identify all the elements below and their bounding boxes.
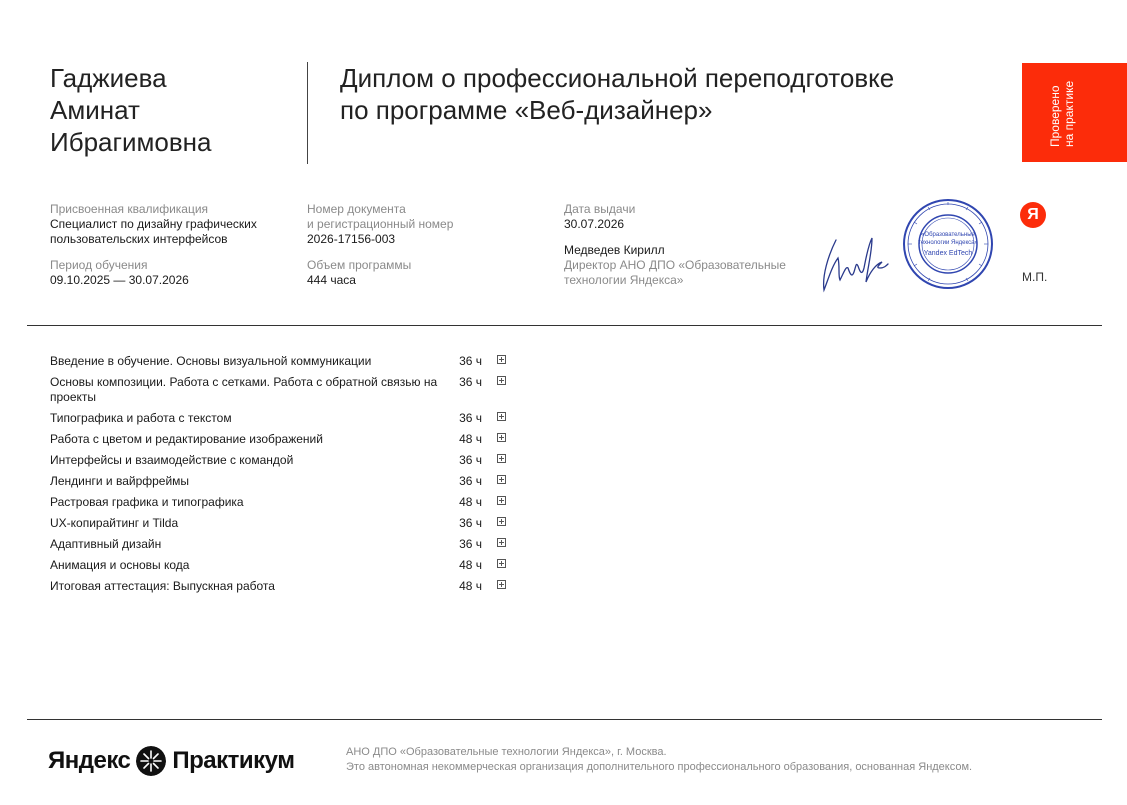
course-name: Типографика и работа с текстом [50, 411, 232, 425]
period-value: 09.10.2025 — 30.07.2026 [50, 273, 189, 287]
recipient-first-name: Аминат [50, 95, 140, 125]
course-row [50, 474, 510, 489]
volume-label: Объем программы [307, 258, 412, 272]
course-name: UX-копирайтинг и Tilda [50, 516, 179, 530]
expand-plus-icon[interactable] [497, 496, 506, 505]
info-column-qualification [50, 202, 300, 288]
expand-plus-icon[interactable] [497, 355, 506, 364]
signature-image [818, 232, 890, 294]
expand-plus-icon[interactable] [497, 454, 506, 463]
qualification-value-line-2: пользовательских интерфейсов [50, 232, 228, 246]
course-row [50, 432, 510, 447]
info-column-document [307, 202, 547, 288]
course-hours: 48 ч [459, 558, 482, 572]
top-divider [27, 325, 1102, 326]
header-divider [307, 62, 308, 164]
issue-date-label: Дата выдачи [564, 202, 636, 216]
verified-badge-line-2: на практике [1062, 80, 1076, 147]
expand-plus-icon[interactable] [497, 433, 506, 442]
course-hours: 48 ч [459, 495, 482, 509]
footer-line-2: Это автономная некоммерческая организация дополнительного профессионального образования, основанная Яндексом. [346, 761, 973, 773]
verified-badge-line-1: Проверено [1048, 85, 1062, 147]
doc-number-label-line-1: Номер документа [307, 202, 406, 216]
course-hours: 36 ч [459, 354, 482, 368]
verified-badge-text [1048, 81, 1076, 147]
course-row [50, 579, 510, 594]
recipient-patronymic: Ибрагимовна [50, 127, 212, 157]
expand-plus-icon[interactable] [497, 538, 506, 547]
recipient-surname: Гаджиева [50, 63, 167, 93]
expand-plus-icon[interactable] [497, 559, 506, 568]
course-list [50, 354, 510, 600]
signer-name: Медведев Кирилл [564, 243, 665, 257]
course-name: Анимация и основы кода [50, 558, 190, 572]
info-column-issue [564, 202, 804, 288]
volume-value: 444 часа [307, 273, 356, 287]
course-row [50, 375, 510, 405]
signer-title-line-1: Директор АНО ДПО «Образовательные [564, 258, 786, 272]
course-name: Адаптивный дизайн [50, 537, 162, 551]
course-hours: 48 ч [459, 579, 482, 593]
seal-place-label: М.П. [1022, 270, 1048, 284]
qualification-value-line-1: Специалист по дизайну графических [50, 217, 257, 231]
expand-plus-icon[interactable] [497, 475, 506, 484]
course-hours: 48 ч [459, 432, 482, 446]
diploma-title-line-2: по программе «Веб-дизайнер» [340, 95, 713, 125]
expand-plus-icon[interactable] [497, 580, 506, 589]
logo-yandex-text: Яндекс [48, 747, 131, 774]
yandex-practicum-logo [48, 744, 294, 778]
course-row [50, 558, 510, 573]
course-hours: 36 ч [459, 411, 482, 425]
signer-title-line-2: технологии Яндекса» [564, 273, 684, 287]
course-name: Введение в обучение. Основы визуальной коммуникации [50, 354, 372, 368]
course-hours: 36 ч [459, 453, 482, 467]
practicum-star-icon [136, 746, 166, 776]
diploma-title [340, 62, 980, 126]
verified-badge [1022, 63, 1127, 162]
stamp-seal [902, 194, 994, 294]
stamp-text-line-1: «Образовательные [921, 232, 975, 238]
course-name: Интерфейсы и взаимодействие с командой [50, 453, 294, 467]
course-row [50, 411, 510, 426]
logo-practicum-text: Практикум [172, 747, 295, 774]
footer-legal-text [346, 745, 1106, 775]
stamp-text-line-2: технологии Яндекса» [918, 240, 978, 246]
expand-plus-icon[interactable] [497, 412, 506, 421]
stamp-text-line-3: Yandex EdTech [923, 250, 973, 257]
recipient-name [50, 62, 300, 158]
course-row [50, 495, 510, 510]
course-name: Лендинги и вайрфреймы [50, 474, 190, 488]
course-hours: 36 ч [459, 375, 482, 389]
course-name: Итоговая аттестация: Выпускная работа [50, 579, 275, 593]
expand-plus-icon[interactable] [497, 517, 506, 526]
footer-line-1: АНО ДПО «Образовательные технологии Яндекса», г. Москва. [346, 746, 667, 758]
course-hours: 36 ч [459, 474, 482, 488]
expand-plus-icon[interactable] [497, 376, 506, 385]
course-name: Работа с цветом и редактирование изображений [50, 432, 323, 446]
bottom-divider [27, 719, 1102, 720]
diploma-title-line-1: Диплом о профессиональной переподготовке [340, 63, 895, 93]
period-label: Период обучения [50, 258, 148, 272]
course-row [50, 516, 510, 531]
course-hours: 36 ч [459, 537, 482, 551]
qualification-label: Присвоенная квалификация [50, 202, 209, 216]
doc-number-value: 2026-17156-003 [307, 232, 396, 246]
doc-number-label-line-2: и регистрационный номер [307, 217, 454, 231]
course-hours: 36 ч [459, 516, 482, 530]
issue-date-value: 30.07.2026 [564, 217, 625, 231]
course-row [50, 354, 510, 369]
course-row [50, 453, 510, 468]
course-row [50, 537, 510, 552]
course-name: Растровая графика и типографика [50, 495, 244, 509]
course-name: Основы композиции. Работа с сетками. Работа с обратной связью на проекты [50, 375, 438, 404]
yandex-logo-icon: Я [1020, 202, 1046, 228]
